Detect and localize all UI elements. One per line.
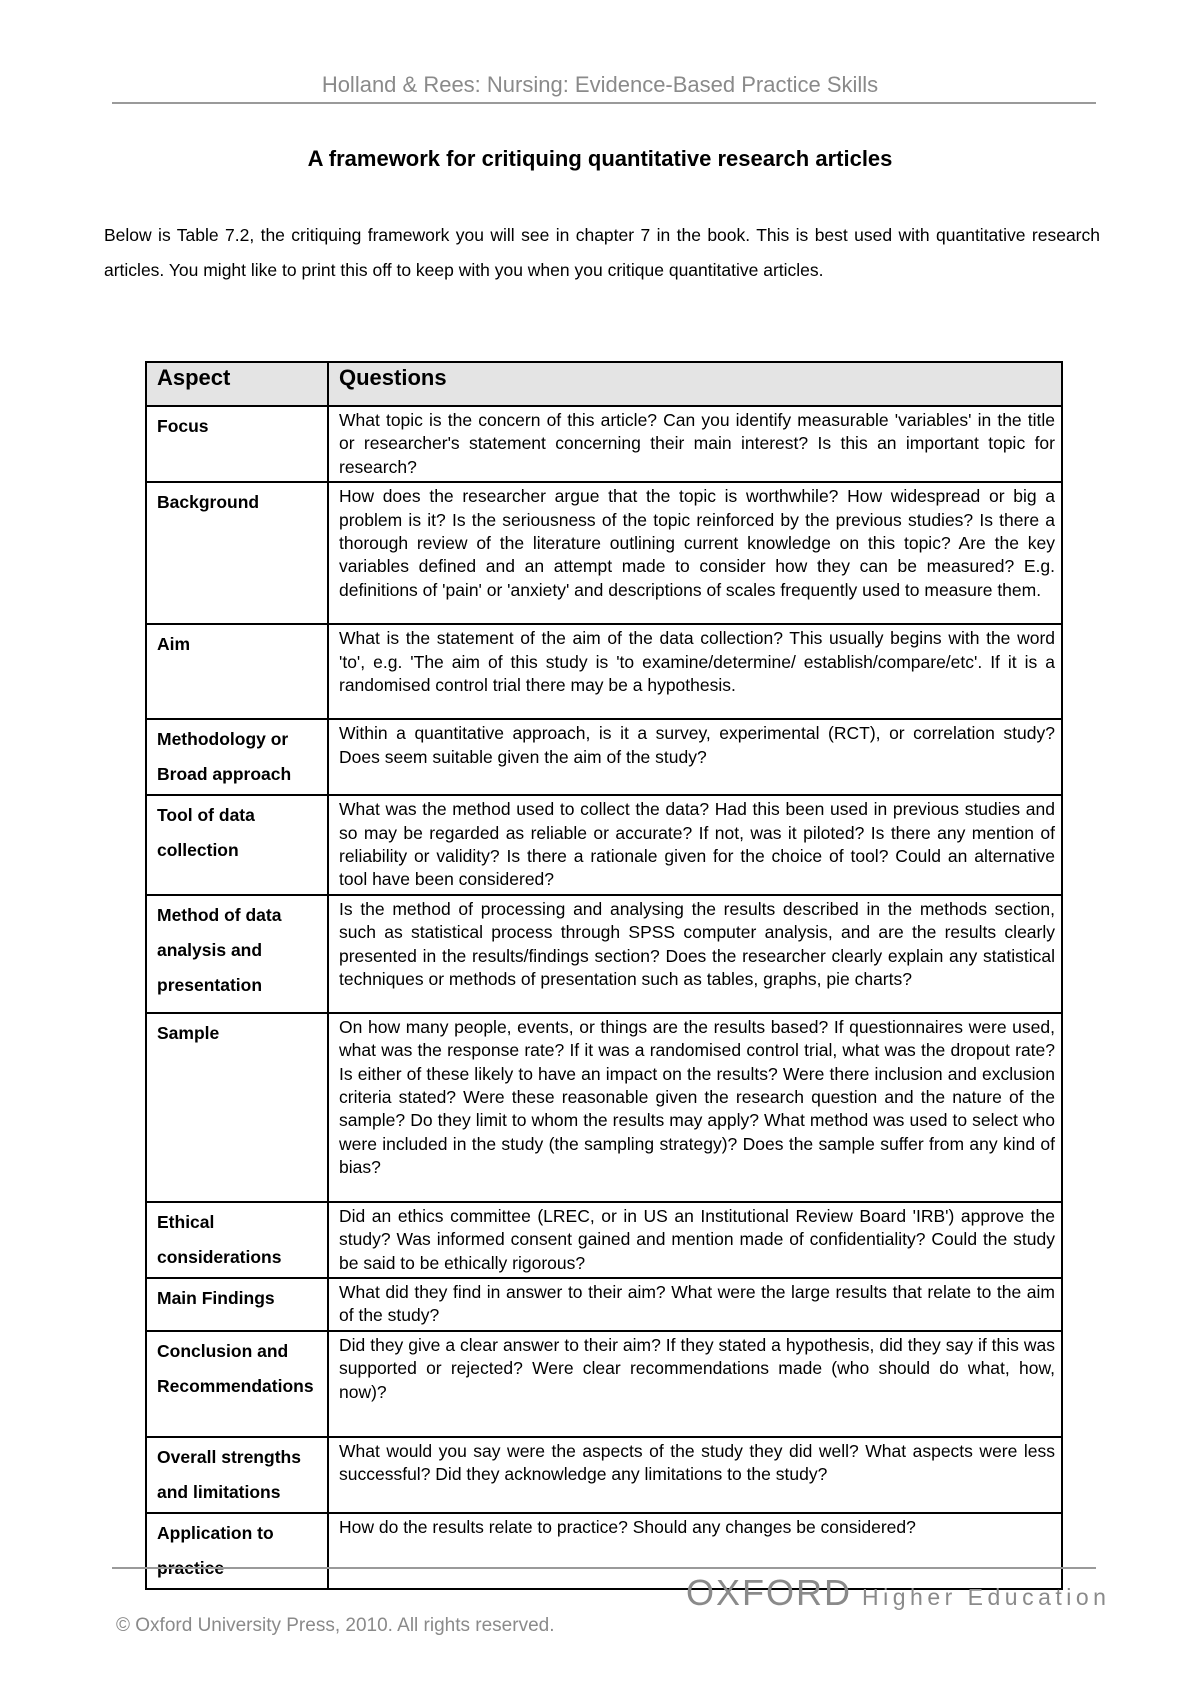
questions-cell: Did an ethics committee (LREC, or in US an Institutional Review Board 'IRB') approve the study? Was informed consent gained and mention made of confidentiality? Could the study be said to be ethically rigorous? <box>328 1202 1062 1278</box>
table-row <box>146 482 1062 624</box>
questions-cell: What is the statement of the aim of the data collection? This usually begins with the word 'to', e.g. 'The aim of this study is 'to examine/determine/ establish/compare/etc'. If it is a randomised control trial there may be a hypothesis. <box>328 624 1062 719</box>
column-header-questions: Questions <box>328 362 1062 406</box>
table-row <box>146 719 1062 795</box>
footer-divider <box>112 1567 1096 1569</box>
questions-cell: What topic is the concern of this article? Can you identify measurable 'variables' in the title or researcher's statement concerning their main interest? Is this an important topic for research? <box>328 406 1062 482</box>
table-row <box>146 1278 1062 1331</box>
questions-cell: What did they find in answer to their aim? What were the large results that relate to the aim of the study? <box>328 1278 1062 1331</box>
aspect-cell: Method of data analysis and presentation <box>146 895 328 1013</box>
table-row <box>146 1202 1062 1278</box>
header-divider <box>112 102 1096 104</box>
aspect-cell: Conclusion and Recommendations <box>146 1331 328 1437</box>
table-row <box>146 406 1062 482</box>
questions-cell: On how many people, events, or things are the results based? If questionnaires were used, what was the response rate? If it was a randomised control trial, what was the dropout rate? Is either of these likely to have an impact on the results? Were there inclusion and exclusion criteria stated? Were these reasonable given the research question and the nature of the sample? Do they limit to whom the results may apply? What method was used to select who were included in the study (the sampling strategy)? Does the sample suffer from any kind of bias? <box>328 1013 1062 1202</box>
aspect-cell: Background <box>146 482 328 624</box>
aspect-cell: Ethical considerations <box>146 1202 328 1278</box>
aspect-cell: Aim <box>146 624 328 719</box>
intro-paragraph: Below is Table 7.2, the critiquing framework you will see in chapter 7 in the book. This is best used with quantitative research articles. You might like to print this off to keep with you when you critique quantitative articles. <box>104 225 1100 280</box>
column-header-aspect: Aspect <box>146 362 328 406</box>
table-row <box>146 1437 1062 1513</box>
aspect-cell: Overall strengths and limitations <box>146 1437 328 1513</box>
logo-subtitle: Higher Education <box>862 1584 1111 1610</box>
aspect-cell: Main Findings <box>146 1278 328 1331</box>
questions-cell: Is the method of processing and analysing the results described in the methods section, such as statistical process through SPSS computer analysis, and are the results clearly presented in the results/findings section? Does the researcher clearly explain any statistical techniques or methods of presentation such as tables, graphs, pie charts? <box>328 895 1062 1013</box>
questions-cell: How does the researcher argue that the topic is worthwhile? How widespread or big a problem is it? Is the seriousness of the topic reinforced by the previous studies? Is there a thorough review of the literature outlining current knowledge on this topic? Are the key variables defined and an attempt made to consider how they can be measured? E.g. definitions of 'pain' or 'anxiety' and descriptions of scales frequently used to measure them. <box>328 482 1062 624</box>
questions-cell: What was the method used to collect the data? Had this been used in previous studies and so may be regarded as reliable or accurate? If not, was it piloted? Is there any mention of reliability or validity? Is there a rationale given for the choice of tool? Could an alternative tool have been considered? <box>328 795 1062 895</box>
table-row <box>146 624 1062 719</box>
publisher-logo <box>686 1572 1110 1614</box>
critique-table <box>145 361 1063 1590</box>
logo-wordmark: OXFORD <box>686 1572 853 1613</box>
aspect-cell: Tool of data collection <box>146 795 328 895</box>
copyright-notice: © Oxford University Press, 2010. All rights reserved. <box>116 1615 555 1636</box>
aspect-cell: Sample <box>146 1013 328 1202</box>
table-row <box>146 795 1062 895</box>
table-row <box>146 1331 1062 1437</box>
table-row <box>146 895 1062 1013</box>
table-row <box>146 1013 1062 1202</box>
questions-cell: Within a quantitative approach, is it a survey, experimental (RCT), or correlation study? Does seem suitable given the aim of the study? <box>328 719 1062 795</box>
aspect-cell: Focus <box>146 406 328 482</box>
aspect-cell: Methodology or Broad approach <box>146 719 328 795</box>
questions-cell: What would you say were the aspects of the study they did well? What aspects were less successful? Did they acknowledge any limitations to the study? <box>328 1437 1062 1513</box>
running-header: Holland & Rees: Nursing: Evidence-Based Practice Skills <box>321 72 879 97</box>
questions-cell: Did they give a clear answer to their aim? If they stated a hypothesis, did they say if this was supported or rejected? Were clear recommendations made (who should do what, how, now)? <box>328 1331 1062 1437</box>
document-title: A framework for critiquing quantitative research articles <box>307 146 893 171</box>
table-header-row <box>146 362 1062 406</box>
questions-cell: How do the results relate to practice? Should any changes be considered? <box>328 1513 1062 1589</box>
aspect-cell: Application to practice <box>146 1513 328 1589</box>
